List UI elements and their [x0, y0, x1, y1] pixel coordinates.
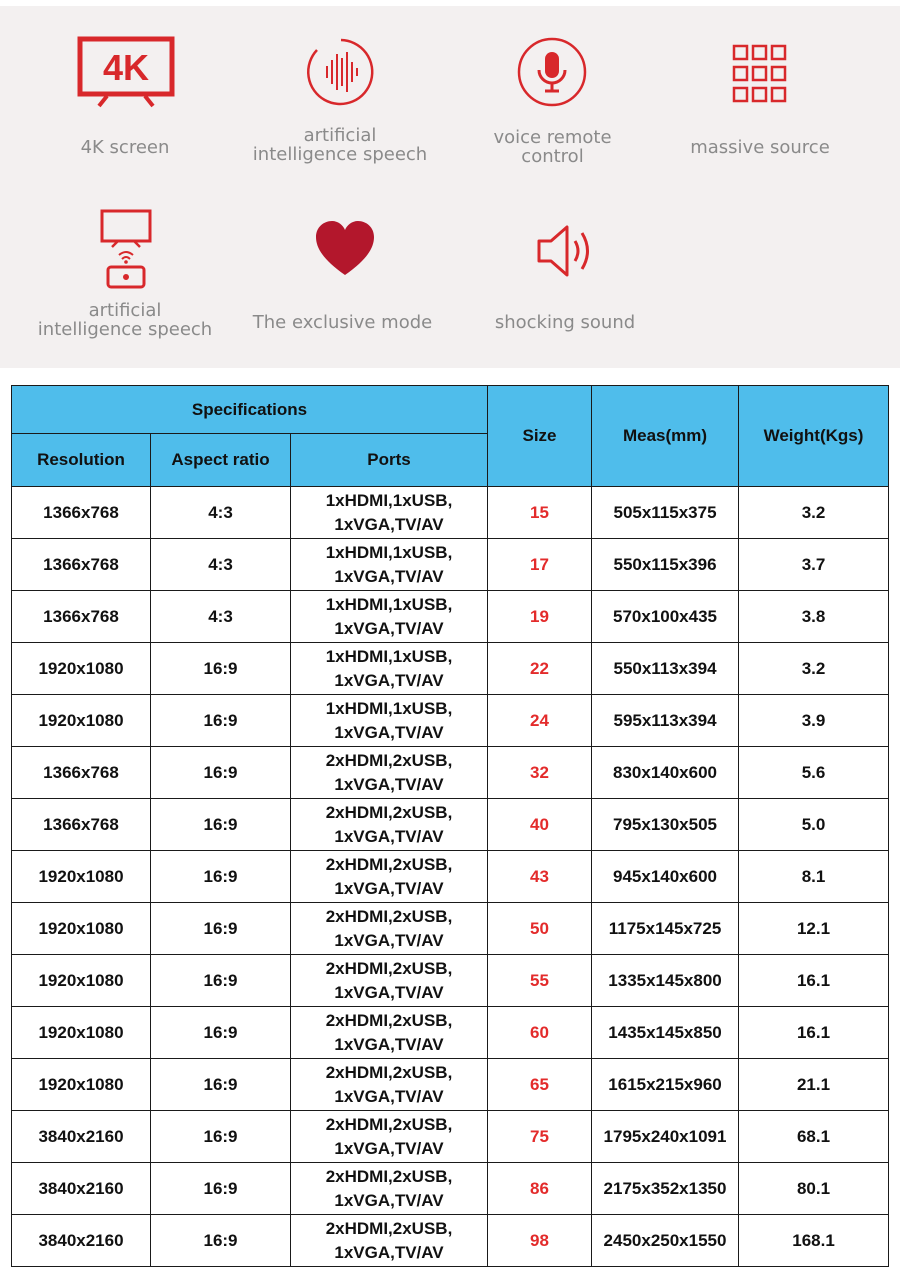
aspect-ratio-cell: 16:9 — [151, 1215, 291, 1267]
4k-tv-icon — [77, 36, 175, 108]
ports-line-1: 1xHDMI,1xUSB, — [325, 490, 453, 510]
microphone-icon — [516, 36, 588, 108]
table-row — [12, 487, 889, 539]
feature-label: shocking sound — [494, 312, 636, 333]
resolution-cell: 1366x768 — [12, 799, 151, 851]
feature-label: 4K screen — [80, 137, 170, 158]
table-row — [12, 903, 889, 955]
size-cell: 24 — [488, 695, 592, 747]
feature-label: massive source — [690, 137, 830, 158]
aspect-ratio-cell: 16:9 — [151, 1007, 291, 1059]
ports-cell — [291, 1163, 488, 1215]
spec-table-body — [12, 487, 889, 1267]
grid-icon — [732, 44, 788, 104]
aspect-ratio-cell: 16:9 — [151, 955, 291, 1007]
ports-cell — [291, 1111, 488, 1163]
size-cell: 60 — [488, 1007, 592, 1059]
weight-cell: 3.2 — [739, 643, 889, 695]
aspect-ratio-header: Aspect ratio — [151, 434, 291, 487]
ports-cell — [291, 1215, 488, 1267]
table-row — [12, 799, 889, 851]
ports-line-2: 1xVGA,TV/AV — [334, 722, 444, 742]
table-row — [12, 747, 889, 799]
ports-line-2: 1xVGA,TV/AV — [334, 930, 444, 950]
table-row — [12, 1007, 889, 1059]
ports-line-2: 1xVGA,TV/AV — [334, 670, 444, 690]
weight-cell: 16.1 — [739, 1007, 889, 1059]
weight-cell: 21.1 — [739, 1059, 889, 1111]
meas-cell: 830x140x600 — [592, 747, 739, 799]
weight-cell: 8.1 — [739, 851, 889, 903]
feature-label: voice remote control — [493, 127, 612, 167]
table-row — [12, 643, 889, 695]
size-cell: 43 — [488, 851, 592, 903]
meas-cell: 1435x145x850 — [592, 1007, 739, 1059]
meas-cell: 505x115x375 — [592, 487, 739, 539]
ports-cell — [291, 903, 488, 955]
ports-cell — [291, 1059, 488, 1111]
aspect-ratio-cell: 16:9 — [151, 695, 291, 747]
weight-cell: 80.1 — [739, 1163, 889, 1215]
table-row — [12, 1111, 889, 1163]
weight-cell: 16.1 — [739, 955, 889, 1007]
meas-cell: 595x113x394 — [592, 695, 739, 747]
table-row — [12, 1215, 889, 1267]
ports-cell — [291, 747, 488, 799]
aspect-ratio-cell: 16:9 — [151, 747, 291, 799]
resolution-cell: 1920x1080 — [12, 955, 151, 1007]
weight-cell: 3.9 — [739, 695, 889, 747]
resolution-cell: 1920x1080 — [12, 695, 151, 747]
resolution-cell: 3840x2160 — [12, 1111, 151, 1163]
size-cell: 19 — [488, 591, 592, 643]
resolution-cell: 1366x768 — [12, 539, 151, 591]
ports-line-1: 2xHDMI,2xUSB, — [325, 1010, 453, 1030]
feature-screen-cast — [35, 205, 215, 345]
weight-cell: 3.7 — [739, 539, 889, 591]
aspect-ratio-cell: 4:3 — [151, 539, 291, 591]
meas-cell: 1175x145x725 — [592, 903, 739, 955]
resolution-header: Resolution — [12, 434, 151, 487]
table-row — [12, 695, 889, 747]
meas-cell: 570x100x435 — [592, 591, 739, 643]
ports-header: Ports — [291, 434, 488, 487]
ports-line-1: 2xHDMI,2xUSB, — [325, 958, 453, 978]
resolution-cell: 1920x1080 — [12, 1007, 151, 1059]
feature-4k-screen — [40, 30, 210, 170]
aspect-ratio-cell: 16:9 — [151, 851, 291, 903]
table-row — [12, 1163, 889, 1215]
feature-massive-source — [680, 30, 840, 170]
ports-line-2: 1xVGA,TV/AV — [334, 618, 444, 638]
ports-cell — [291, 695, 488, 747]
meas-cell: 2450x250x1550 — [592, 1215, 739, 1267]
size-header: Size — [488, 386, 592, 487]
table-row — [12, 1059, 889, 1111]
resolution-cell: 3840x2160 — [12, 1163, 151, 1215]
voice-wave-icon — [305, 36, 377, 108]
size-cell: 50 — [488, 903, 592, 955]
feature-label: artificial intelligence speech — [252, 125, 428, 165]
resolution-cell: 1366x768 — [12, 747, 151, 799]
meas-cell: 550x115x396 — [592, 539, 739, 591]
spec-table — [11, 385, 889, 1267]
4k-badge-text: 4K — [102, 47, 150, 88]
meas-cell: 550x113x394 — [592, 643, 739, 695]
meas-cell: 1615x215x960 — [592, 1059, 739, 1111]
aspect-ratio-cell: 16:9 — [151, 903, 291, 955]
top-strip — [0, 0, 900, 6]
aspect-ratio-cell: 16:9 — [151, 1059, 291, 1111]
ports-cell — [291, 539, 488, 591]
resolution-cell: 1366x768 — [12, 591, 151, 643]
size-cell: 40 — [488, 799, 592, 851]
aspect-ratio-cell: 16:9 — [151, 1111, 291, 1163]
ports-line-2: 1xVGA,TV/AV — [334, 1190, 444, 1210]
ports-line-2: 1xVGA,TV/AV — [334, 1086, 444, 1106]
meas-cell: 1795x240x1091 — [592, 1111, 739, 1163]
table-row — [12, 539, 889, 591]
ports-line-1: 1xHDMI,1xUSB, — [325, 594, 453, 614]
ports-line-1: 1xHDMI,1xUSB, — [325, 698, 453, 718]
ports-line-1: 2xHDMI,2xUSB, — [325, 1166, 453, 1186]
size-cell: 15 — [488, 487, 592, 539]
ports-line-1: 2xHDMI,2xUSB, — [325, 1114, 453, 1134]
size-cell: 55 — [488, 955, 592, 1007]
ports-line-2: 1xVGA,TV/AV — [334, 826, 444, 846]
feature-shocking-sound — [480, 205, 650, 345]
ports-line-2: 1xVGA,TV/AV — [334, 566, 444, 586]
ports-line-1: 2xHDMI,2xUSB, — [325, 750, 453, 770]
screen-cast-icon — [98, 209, 154, 291]
ports-line-2: 1xVGA,TV/AV — [334, 1242, 444, 1262]
ports-line-2: 1xVGA,TV/AV — [334, 774, 444, 794]
table-row — [12, 591, 889, 643]
ports-line-2: 1xVGA,TV/AV — [334, 982, 444, 1002]
ports-line-1: 1xHDMI,1xUSB, — [325, 542, 453, 562]
specifications-header: Specifications — [12, 386, 488, 434]
ports-line-2: 1xVGA,TV/AV — [334, 1034, 444, 1054]
feature-ai-speech — [250, 30, 430, 170]
meas-cell: 2175x352x1350 — [592, 1163, 739, 1215]
ports-line-1: 2xHDMI,2xUSB, — [325, 854, 453, 874]
weight-header: Weight(Kgs) — [739, 386, 889, 487]
meas-cell: 795x130x505 — [592, 799, 739, 851]
weight-cell: 5.6 — [739, 747, 889, 799]
table-row — [12, 851, 889, 903]
size-cell: 86 — [488, 1163, 592, 1215]
ports-line-2: 1xVGA,TV/AV — [334, 514, 444, 534]
features-panel — [0, 0, 900, 368]
meas-cell: 1335x145x800 — [592, 955, 739, 1007]
resolution-cell: 1366x768 — [12, 487, 151, 539]
ports-cell — [291, 487, 488, 539]
ports-cell — [291, 591, 488, 643]
feature-label: artificial intelligence speech — [37, 300, 213, 340]
feature-voice-remote — [465, 30, 640, 170]
resolution-cell: 1920x1080 — [12, 851, 151, 903]
ports-line-1: 2xHDMI,2xUSB, — [325, 906, 453, 926]
size-cell: 32 — [488, 747, 592, 799]
meas-cell: 945x140x600 — [592, 851, 739, 903]
ports-line-1: 2xHDMI,2xUSB, — [325, 1062, 453, 1082]
size-cell: 22 — [488, 643, 592, 695]
ports-cell — [291, 851, 488, 903]
aspect-ratio-cell: 16:9 — [151, 1163, 291, 1215]
size-cell: 17 — [488, 539, 592, 591]
aspect-ratio-cell: 4:3 — [151, 487, 291, 539]
heart-icon — [314, 219, 376, 277]
ports-cell — [291, 1007, 488, 1059]
ports-line-2: 1xVGA,TV/AV — [334, 1138, 444, 1158]
resolution-cell: 1920x1080 — [12, 1059, 151, 1111]
ports-line-1: 2xHDMI,2xUSB, — [325, 1218, 453, 1238]
speaker-icon — [535, 223, 597, 279]
feature-exclusive-mode — [250, 205, 435, 345]
meas-header: Meas(mm) — [592, 386, 739, 487]
ports-cell — [291, 799, 488, 851]
table-row — [12, 955, 889, 1007]
ports-cell — [291, 955, 488, 1007]
weight-cell: 12.1 — [739, 903, 889, 955]
weight-cell: 3.2 — [739, 487, 889, 539]
ports-line-1: 2xHDMI,2xUSB, — [325, 802, 453, 822]
ports-line-1: 1xHDMI,1xUSB, — [325, 646, 453, 666]
weight-cell: 68.1 — [739, 1111, 889, 1163]
resolution-cell: 3840x2160 — [12, 1215, 151, 1267]
resolution-cell: 1920x1080 — [12, 903, 151, 955]
section-divider — [0, 368, 900, 385]
weight-cell: 168.1 — [739, 1215, 889, 1267]
weight-cell: 5.0 — [739, 799, 889, 851]
resolution-cell: 1920x1080 — [12, 643, 151, 695]
feature-label: The exclusive mode — [252, 312, 433, 333]
ports-line-2: 1xVGA,TV/AV — [334, 878, 444, 898]
weight-cell: 3.8 — [739, 591, 889, 643]
aspect-ratio-cell: 16:9 — [151, 643, 291, 695]
size-cell: 75 — [488, 1111, 592, 1163]
size-cell: 65 — [488, 1059, 592, 1111]
size-cell: 98 — [488, 1215, 592, 1267]
aspect-ratio-cell: 16:9 — [151, 799, 291, 851]
aspect-ratio-cell: 4:3 — [151, 591, 291, 643]
ports-cell — [291, 643, 488, 695]
